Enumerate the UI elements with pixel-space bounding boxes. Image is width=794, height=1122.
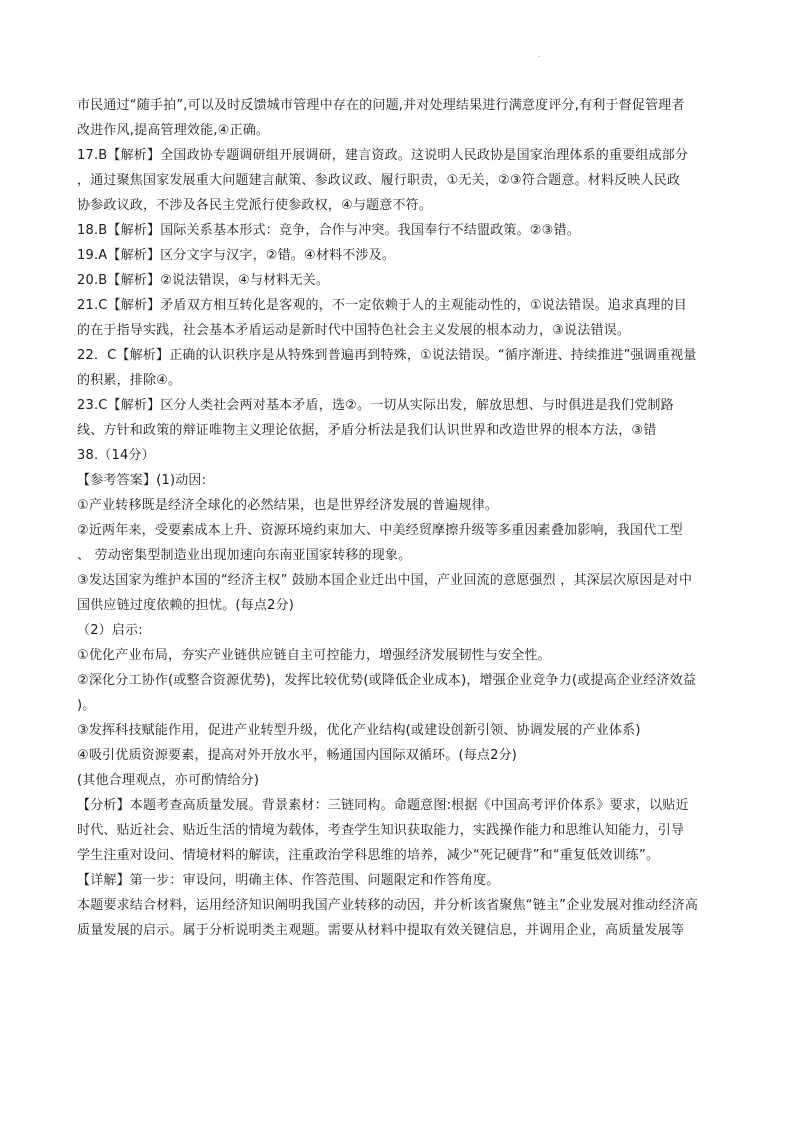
text-line: 本题要求结合材料，运用经济知识阐明我国产业转移的动因，并分析该省聚焦“链主”企业发展对推动经济高 xyxy=(77,898,699,913)
text-line: 18.B【解析】国际关系基本形式：竞争，合作与冲突。我国奉行不结盟政策。②③错。 xyxy=(77,223,580,238)
text-line: ①产业转移既是经济全球化的必然结果，也是世界经济发展的普遍规律。 xyxy=(77,498,499,513)
text-line: 【详解】第一步：审设问，明确主体、作答范围、问题限定和作答角度。 xyxy=(77,873,500,888)
header-mark: . xyxy=(538,50,541,59)
text-line: ③发挥科技赋能作用，促进产业转型升级，优化产业结构(或建设创新引领、协调发展的产业体系) xyxy=(77,723,641,738)
text-line: 23.C【解析】区分人类社会两对基本矛盾，选②。一切从实际出发，解放思想、与时俱进是我们党制路 xyxy=(77,398,674,413)
answer-text-body xyxy=(77,93,725,943)
text-line: （2）启示: xyxy=(77,623,143,638)
text-line: 协参政议政，不涉及各民主党派行使参政权，④与题意不符。 xyxy=(77,198,433,213)
text-line: 【参考答案】(1)动因: xyxy=(77,473,207,488)
text-line: )。 xyxy=(77,698,96,713)
text-line: 17.B【解析】全国政协专题调研组开展调研，建言资政。这说明人民政协是国家治理体系的重要组成部分 xyxy=(77,148,689,163)
text-line: ④吸引优质资源要素，提高对外开放水平，畅通国内国际双循环。(每点2分) xyxy=(77,748,518,763)
text-line: 学生注重对设问、情境材料的解读，注重政治学科思维的培养，减少“死记硬背”和“重复低效训练”。 xyxy=(77,848,660,863)
text-line: 【分析】本题考查高质量发展。背景素材：三链同构。命题意图:根据《中国高考评价体系》要求，以贴近 xyxy=(77,798,689,813)
text-line: 21.C【解析】矛盾双方相互转化是客观的，不一定依赖于人的主观能动性的，①说法错误。追求真理的目 xyxy=(77,298,688,313)
text-line: ，通过聚焦国家发展重大问题建言献策、参政议政、履行职责，①无关，②③符合题意。材料反映人民政 xyxy=(77,173,681,188)
text-line: 改进作风,提高管理效能,④正确。 xyxy=(77,123,270,138)
text-line: 国供应链过度依赖的担忧。(每点2分) xyxy=(77,598,295,613)
text-line: 线、方针和政策的辩证唯物主义理论依据，矛盾分析法是我们认识世界和改造世界的根本方法，③错 xyxy=(77,423,657,438)
text-line: ②近两年来，受要素成本上升、资源环境约束加大、中美经贸摩擦升级等多重因素叠加影响，我国代工型 xyxy=(77,523,683,538)
text-line: ②深化分工协作(或整合资源优势)，发挥比较优势(或降低企业成本)，增强企业竞争力(或提高企业经济效益 xyxy=(77,673,697,688)
text-line: 时代、贴近社会、贴近生活的情境为载体，考查学生知识获取能力，实践操作能力和思维认知能力，引导 xyxy=(77,823,685,838)
text-line: 市民通过“随手拍”,可以及时反馈城市管理中存在的问题,并对处理结果进行满意度评分,有利于督促管理者 xyxy=(77,98,685,113)
text-line: (其他合理观点，亦可酌情给分) xyxy=(77,773,260,788)
text-line: 19.A【解析】区分文字与汉字，②错。④材料不涉及。 xyxy=(77,248,396,263)
text-line: 、 劳动密集型制造业出现加速向东南亚国家转移的现象。 xyxy=(77,548,412,563)
text-line: 的积累，排除④。 xyxy=(77,373,182,388)
text-line: 38.（14分） xyxy=(77,448,155,463)
text-line: 22．C【解析】正确的认识秩序是从特殊到普遍再到特殊，①说法错误。“循序渐进、持续推进”强调重视量 xyxy=(77,348,697,363)
text-line: 质量发展的启示。属于分析说明类主观题。需要从材料中提取有效关键信息，并调用企业，高质量发展等 xyxy=(77,923,685,938)
text-line: ③发达国家为维护本国的“经济主权” 鼓励本国企业迁出中国，产业回流的意愿强烈 ，其深层次原因是对中 xyxy=(77,573,693,588)
text-line: ①优化产业布局，夯实产业链供应链自主可控能力，增强经济发展韧性与安全性。 xyxy=(77,648,551,663)
text-line: 20.B【解析】②说法错误，④与材料无关。 xyxy=(77,273,330,288)
text-line: 的在于指导实践，社会基本矛盾运动是新时代中国特色社会主义发展的根本动力，③说法错误。 xyxy=(77,323,631,338)
